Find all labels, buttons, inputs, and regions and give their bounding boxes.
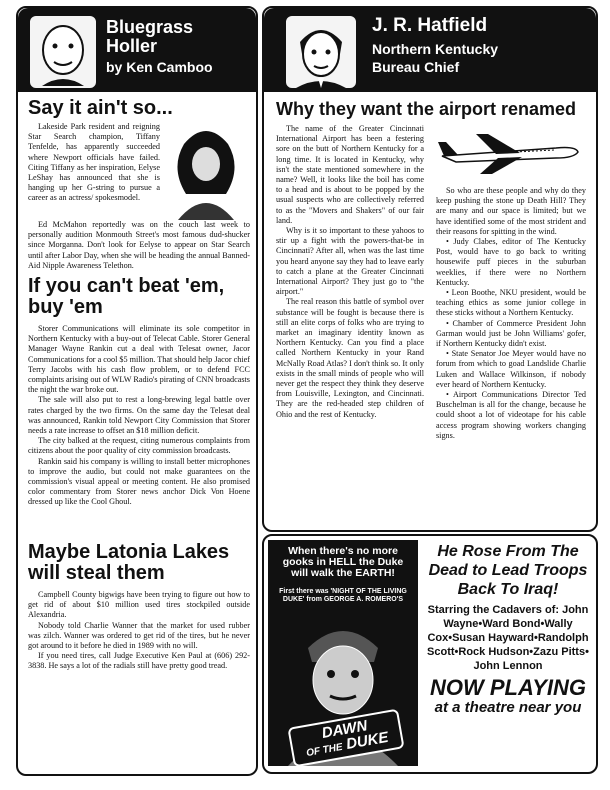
logo-line-2: OF THE	[305, 741, 344, 760]
story-paragraph: Storer Communications will eliminate its sole competitor in Northern Kentucky with a buy-out of Telecat Cable. Storer General Manager Wayne Rankin cut a deal with Telesat owner, Jacor Communications for a cool $5 million. That should help Jacor chief Terry Jacobs with his cash flow problem, or to defend FCC complaints arising out of WLW Radio's pirating of CNN broadcasts the night the war broke out.	[28, 324, 251, 395]
movie-advertisement	[262, 534, 598, 774]
story-paragraph: • Judy Clabes, editor of The Kentucky Post, would have to go back to writing housewife puff pieces in the suburban weeklies, if there were no Northern Kentucky.	[436, 237, 586, 287]
column-masthead	[18, 8, 256, 92]
theatre-text: at a theatre near you	[434, 699, 582, 716]
column-title	[106, 18, 193, 56]
column-masthead	[264, 8, 596, 92]
story-paragraph: Campbell County bigwigs have been trying to figure out how to get rid of about $10 million used tires stockpiled outside Alexandria.	[28, 590, 250, 620]
bureau-chief-column	[262, 6, 594, 772]
movie-poster	[268, 540, 418, 766]
story-body	[28, 324, 250, 508]
logo-line-3: DUKE	[344, 728, 390, 753]
story-paragraph: Ed McMahon reportedly was on the couch last week to personally audition Monmouth Street's most famous dud-shucker since Morganna. Don't look for Eelyse to appear on Star Search until after Labor Day, when she will be heading the annual Banned-Aid Nipple Awareness Telethon.	[28, 220, 250, 270]
poster-credit: First there was 'NIGHT OF THE LIVING DUKE' from GEORGE A. ROMERO'S	[279, 588, 407, 603]
story-paragraph: Why is it so important to these yahoos to stir up a fight with the powers-that-be in Cincinnati? After all, when was the last time you heard anyone say they had to leave early to catch a plane at the Greater Cincinnati International Airport? They just go to "the airport."	[276, 226, 424, 297]
columnist-caricature	[284, 14, 358, 90]
columnist-title-line-1: Northern Kentucky	[372, 41, 499, 57]
logo-line-1: DAWN	[320, 717, 369, 742]
airport-story-frame	[262, 6, 598, 532]
story-paragraph: • Chamber of Commerce President John Garman would just be John Williams' gofer, if Northern Kentucky didn't exist.	[436, 318, 586, 349]
airplane-illustration	[436, 126, 584, 178]
story-paragraph: • Leon Boothe, NKU president, would be teaching ethics as some junior college in these sticks without a Northern Kentucky.	[436, 288, 586, 318]
ad-headline: He Rose From The Dead to Lead Troops Back To Iraq!	[428, 543, 588, 598]
title-line-2: Holler	[106, 35, 158, 56]
story-headline: Say it ain't so...	[28, 97, 173, 119]
story-paragraph: So who are these people and why do they keep pushing the stone up Death Hill? They are many and our space is limited; but we have identified some of the most strident and their reasons for spitting in the wind.	[436, 186, 586, 236]
story-paragraph: • Airport Communications Director Ted Buschelman is all for the change, because he could shoot a lot of videotape for his cable access program showing workers changing signs.	[436, 390, 586, 440]
ad-cast-list: Starring the Cadavers of: John Wayne•Ward Bond•Wally Cox•Susan Hayward•Randolph Scott•Rock Hudson•Zazu Pitts• John Lennon	[427, 604, 589, 672]
byline: by Ken Camboo	[106, 59, 213, 75]
story-paragraph: The sale will also put to rest a long-brewing legal battle over rates charged by the two firms. On the same day the Telesat deal was announced, Rankin told Newport City Commission that Storer needs a rate increase to offset an $18 million deficit.	[28, 395, 250, 436]
story-headline: Maybe Latonia Lakes will steal them	[28, 541, 230, 584]
now-playing-text: NOW PLAYING	[429, 675, 587, 700]
columnist-caricature	[28, 14, 98, 90]
story-paragraph: The name of the Greater Cincinnati International Airport has been a festering sore on the butt of Northern Kentucky for a long time. It is located in Kentucky, why isn't the state mentioned somewhere in the name? Well, it looks like the boil has come to a head and is about to be popped by the usual suspects who are collectively referred to as the "Movers and Shakers" of our fair land.	[276, 124, 424, 225]
woman-photo	[164, 124, 248, 220]
bluegrass-holler-column	[16, 6, 258, 776]
story-body-right	[436, 186, 586, 441]
ad-copy	[424, 542, 592, 717]
story-paragraph: • State Senator Joe Meyer would have no forum from which to goad Landslide Charlie Luken and Wallace Wilkinson, if nobody ever heard of Northern Kentucky.	[436, 349, 586, 389]
story-paragraph: The city balked at the request, citing numerous complaints from citizens about the poor quality of city commission broadcasts.	[28, 436, 250, 456]
story-body-left	[276, 124, 424, 420]
story-paragraph: The real reason this battle of symbol over substance will be fought is because there is still an elite corps of folks who are trying to market an imaginary identity known as Northern Kentucky. Can you find a place called Northern Kentucky in your Rand McNally Road Atlas? I don't think so. It only exists in the small minds of people who will never get the respect they think they deserve from Louisville, Lexington, and Cincinnati. They are the red-headed step children of Ohio and the rest of Kentucky.	[276, 297, 424, 419]
newspaper-page	[8, 6, 602, 784]
story-paragraph: Rankin said his company is willing to install better microphones to improve the audio, but could not make guarantees on the commission's visual appeal or meeting content. He also promised color commentary from Storer news anchor Dick Von Hoene dressed up like the Cool Ghoul.	[28, 456, 250, 507]
story-paragraph: Lakeside Park resident and reigning Star Search champion, Tiffany Tenfelde, has apparently succeeded where Newport officials have failed. Citing Tiffany as her inspiration, Eelyse LeShay has announced that she is hanging up her G-string to pursue a career as an actress/ spokesmodel.	[28, 122, 160, 203]
title-line-1: Bluegrass	[106, 17, 194, 37]
story-paragraph: If you need tires, call Judge Executive Ken Paul at (606) 292-3838. He says a lot of the radials still have pretty good tread.	[28, 651, 250, 671]
story-headline: If you can't beat 'em, buy 'em	[28, 275, 225, 318]
story-body	[28, 590, 250, 672]
story-headline: Why they want the airport renamed	[276, 99, 577, 119]
columnist-name: J. R. Hatfield	[372, 15, 488, 36]
story-paragraph: Nobody told Charlie Wanner that the market for used rubber was zilch. Wanner was ordered to get rid of the tires, but he never got around to it before he died in 1989 with no will.	[28, 620, 250, 651]
poster-tagline: When there's no more gooks in HELL the Duke will walk the EARTH!	[282, 545, 404, 579]
columnist-title-line-2: Bureau Chief	[372, 59, 460, 75]
